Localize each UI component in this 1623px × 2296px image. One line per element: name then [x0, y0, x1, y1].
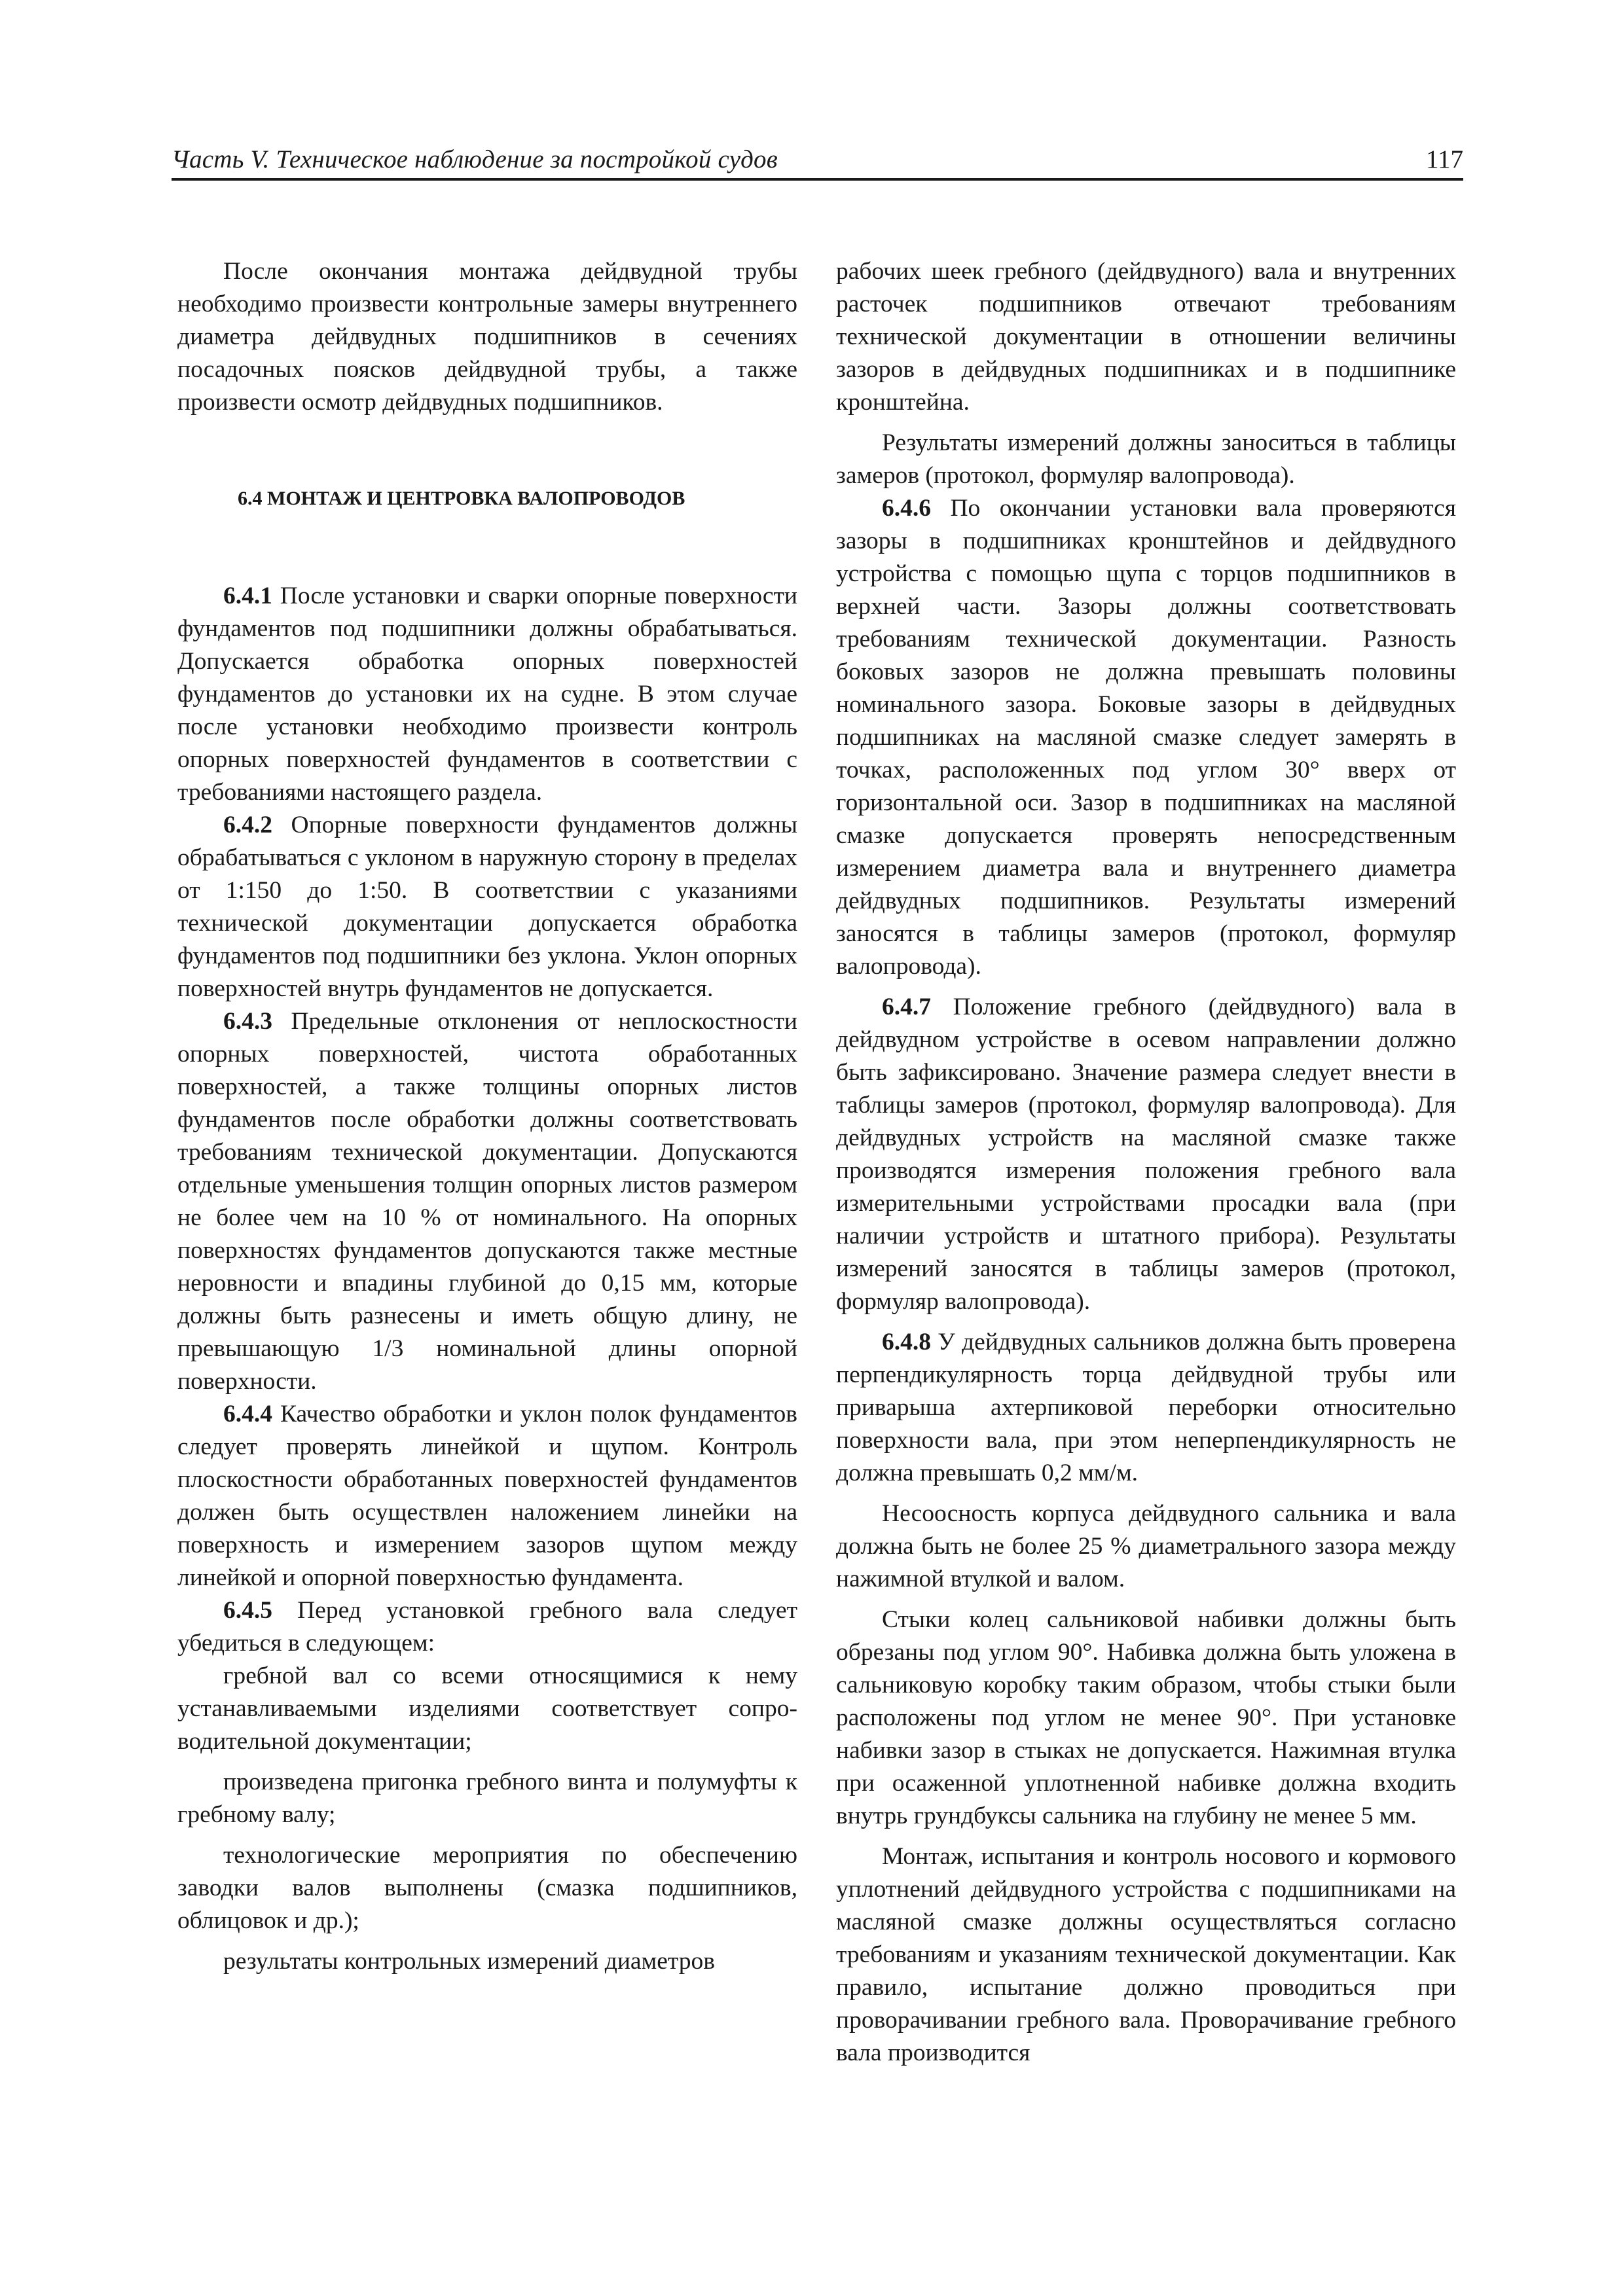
intro-paragraph: После окончания монтажа дейдвудной трубы необходимо произвести контрольные замеры внутреннего диаметра дейдвудных подшипников в сечениях посадочных поясков дейдвудной трубы, а также произвести осмотр дейдвудных подшипников.	[177, 258, 797, 416]
clause-text: Перед установкой гребного вала следует убедиться в следующем:	[177, 1597, 797, 1657]
list-item: гребной вал со всеми относящимися к нему устанавливаемыми изделиями соответствует сопроводительной документации;	[177, 1662, 797, 1755]
clause-number: 6.4.1	[223, 583, 272, 609]
results-paragraph: Результаты измерений должны заноситься в таблицы замеров (протокол, формуляр валопровода).	[836, 429, 1456, 489]
left-column	[177, 255, 797, 1978]
paragraph-6-4-2	[177, 809, 797, 1005]
paragraph-6-4-1	[177, 580, 797, 809]
section-heading: 6.4 МОНТАЖ И ЦЕНТРОВКА ВАЛОПРОВОДОВ	[238, 488, 685, 509]
page-number: 117	[1425, 145, 1463, 173]
clause-text: Опорные поверхности фундаментов должны обрабатываться с уклоном в наружную сторону в пределах от 1:150 до 1:50. В соответствии с указаниями технической документации допускается обработка фундаментов под подшипники без уклона. Уклон опорных поверхностей внутрь фундаментов не допускается.	[177, 812, 797, 1002]
packing-joints-paragraph: Стыки колец сальниковой набивки должны быть обрезаны под углом 90°. Набивка должна быть уложена в сальниковую коробку таким образом, чтобы стыки были расположены под углом не менее 90°. При установке набивки зазор в стыках не допускается. Нажимная втулка при осаженной уплотненной набивке должна входить внутрь грундбуксы сальника на глубину не менее 5 мм.	[836, 1606, 1456, 1829]
list-item: технологические мероприятия по обеспечению заводки валов выполнены (смазка подшипников, облицовок и др.);	[177, 1842, 797, 1934]
clause-text: У дейдвудных сальников должна быть проверена перпендикулярность торца дейдвудной трубы или приварыша ахтерпиковой переборки относительно поверхности вала, при этом неперпендикулярность не должна превышать 0,2 мм/м.	[836, 1329, 1456, 1486]
clause-text: Качество обработки и уклон полок фундаментов следует проверять линейкой и щупом. Контроль плоскостности обработанных поверхностей фундаментов должен быть осуществлен наложением линейки на поверхность и измерением зазоров щупом между линейкой и опорной поверхностью фундамента.	[177, 1401, 797, 1591]
clause-text: После установки и сварки опорные поверхности фундаментов под подшипники должны обрабатываться. Допускается обработка опорных поверхностей фундаментов до установки их на судне. В этом случае после установки необходимо произвести контроль опорных поверхностей фундаментов в соответствии с требованиями настоящего раздела.	[177, 583, 797, 806]
list-item: произведена пригонка гребного винта и полумуфты к гребному валу;	[177, 1768, 797, 1828]
clause-number: 6.4.3	[223, 1008, 272, 1035]
running-header	[172, 136, 1463, 181]
paragraph-6-4-6	[836, 492, 1456, 983]
assembly-paragraph: Монтаж, испытания и контроль носового и кормового уплотнений дейдвудного устройства с подшипниками на масляной смазке должны осуществляться согласно требованиям и указаниям технической документации. Как правило, испытание должно проводиться при проворачивании гребного вала. Проворачивание гребного вала производится	[836, 1843, 1456, 2066]
clause-text: Предельные отклонения от неплоскостности опорных поверхностей, чистота обработанных поверхностей, а также толщины опорных листов фундаментов после обработки должны соответствовать требованиям технической документации. Допускаются отдельные уменьшения толщин опорных листов размером не более чем на 10 % от номинального. На опорных поверхностях фундаментов допускаются также местные неровности и впадины глубиной до 0,15 мм, которые должны быть разнесены и иметь общую длину, не превышающую 1/3 номинальной длины опорной поверхности.	[177, 1008, 797, 1395]
clause-number: 6.4.7	[882, 994, 931, 1020]
clause-number: 6.4.6	[882, 495, 931, 522]
clause-number: 6.4.4	[223, 1401, 272, 1427]
header-title: Часть V. Техническое наблюдение за постройкой судов	[172, 145, 778, 173]
paragraph-6-4-8	[836, 1326, 1456, 1490]
clause-number: 6.4.2	[223, 812, 272, 838]
paragraph-6-4-5	[177, 1594, 797, 1660]
continued-paragraph: рабочих шеек гребного (дейдвудного) вала и внутренних расточек подшипников отвечают требованиям технической документации в отношении величины зазоров в дейдвудных подшипниках и в подшипнике кронштейна.	[836, 258, 1456, 416]
misalignment-paragraph: Несоосность корпуса дейдвудного сальника и вала должна быть не более 25 % диаметрального зазора между нажимной втулкой и валом.	[836, 1500, 1456, 1592]
clause-number: 6.4.5	[223, 1597, 272, 1624]
clause-text: Положение гребного (дейдвудного) вала в дейдвудном устройстве в осевом направлении должно быть зафиксировано. Значение размера следует внести в таблицы замеров (протокол, формуляр валопровода). Для дейдвудных устройств на масляной смазке также производятся измерения положения гребного вала измерительными устройствами просадки вала (при наличии устройств и штатного прибора). Результаты измерений заносятся в таблицы замеров (протокол, формуляр валопровода).	[836, 994, 1456, 1315]
paragraph-6-4-4	[177, 1398, 797, 1594]
clause-number: 6.4.8	[882, 1329, 931, 1355]
paragraph-6-4-7	[836, 991, 1456, 1318]
list-item: результаты контрольных измерений диаметров	[223, 1948, 715, 1975]
right-column	[836, 255, 1456, 2070]
paragraph-6-4-3	[177, 1005, 797, 1398]
clause-text: По окончании установки вала проверяются зазоры в подшипниках кронштейнов и дейдвудного устройства с помощью щупа с торцов подшипников в верхней части. Зазоры должны соответствовать требованиям технической документации. Разность боковых зазоров не должна превышать половины номинального зазора. Боковые зазоры в дейдвудных подшипниках на масляной смазке следует замерять в точках, расположенных под углом 30° вверх от горизонтальной оси. Зазор в подшипниках на масляной смазке допускается проверять непосредственным измерением диаметра вала и внутреннего диаметра дейдвудных подшипников. Результаты измерений заносятся в таблицы замеров (протокол, формуляр валопровода).	[836, 495, 1456, 980]
